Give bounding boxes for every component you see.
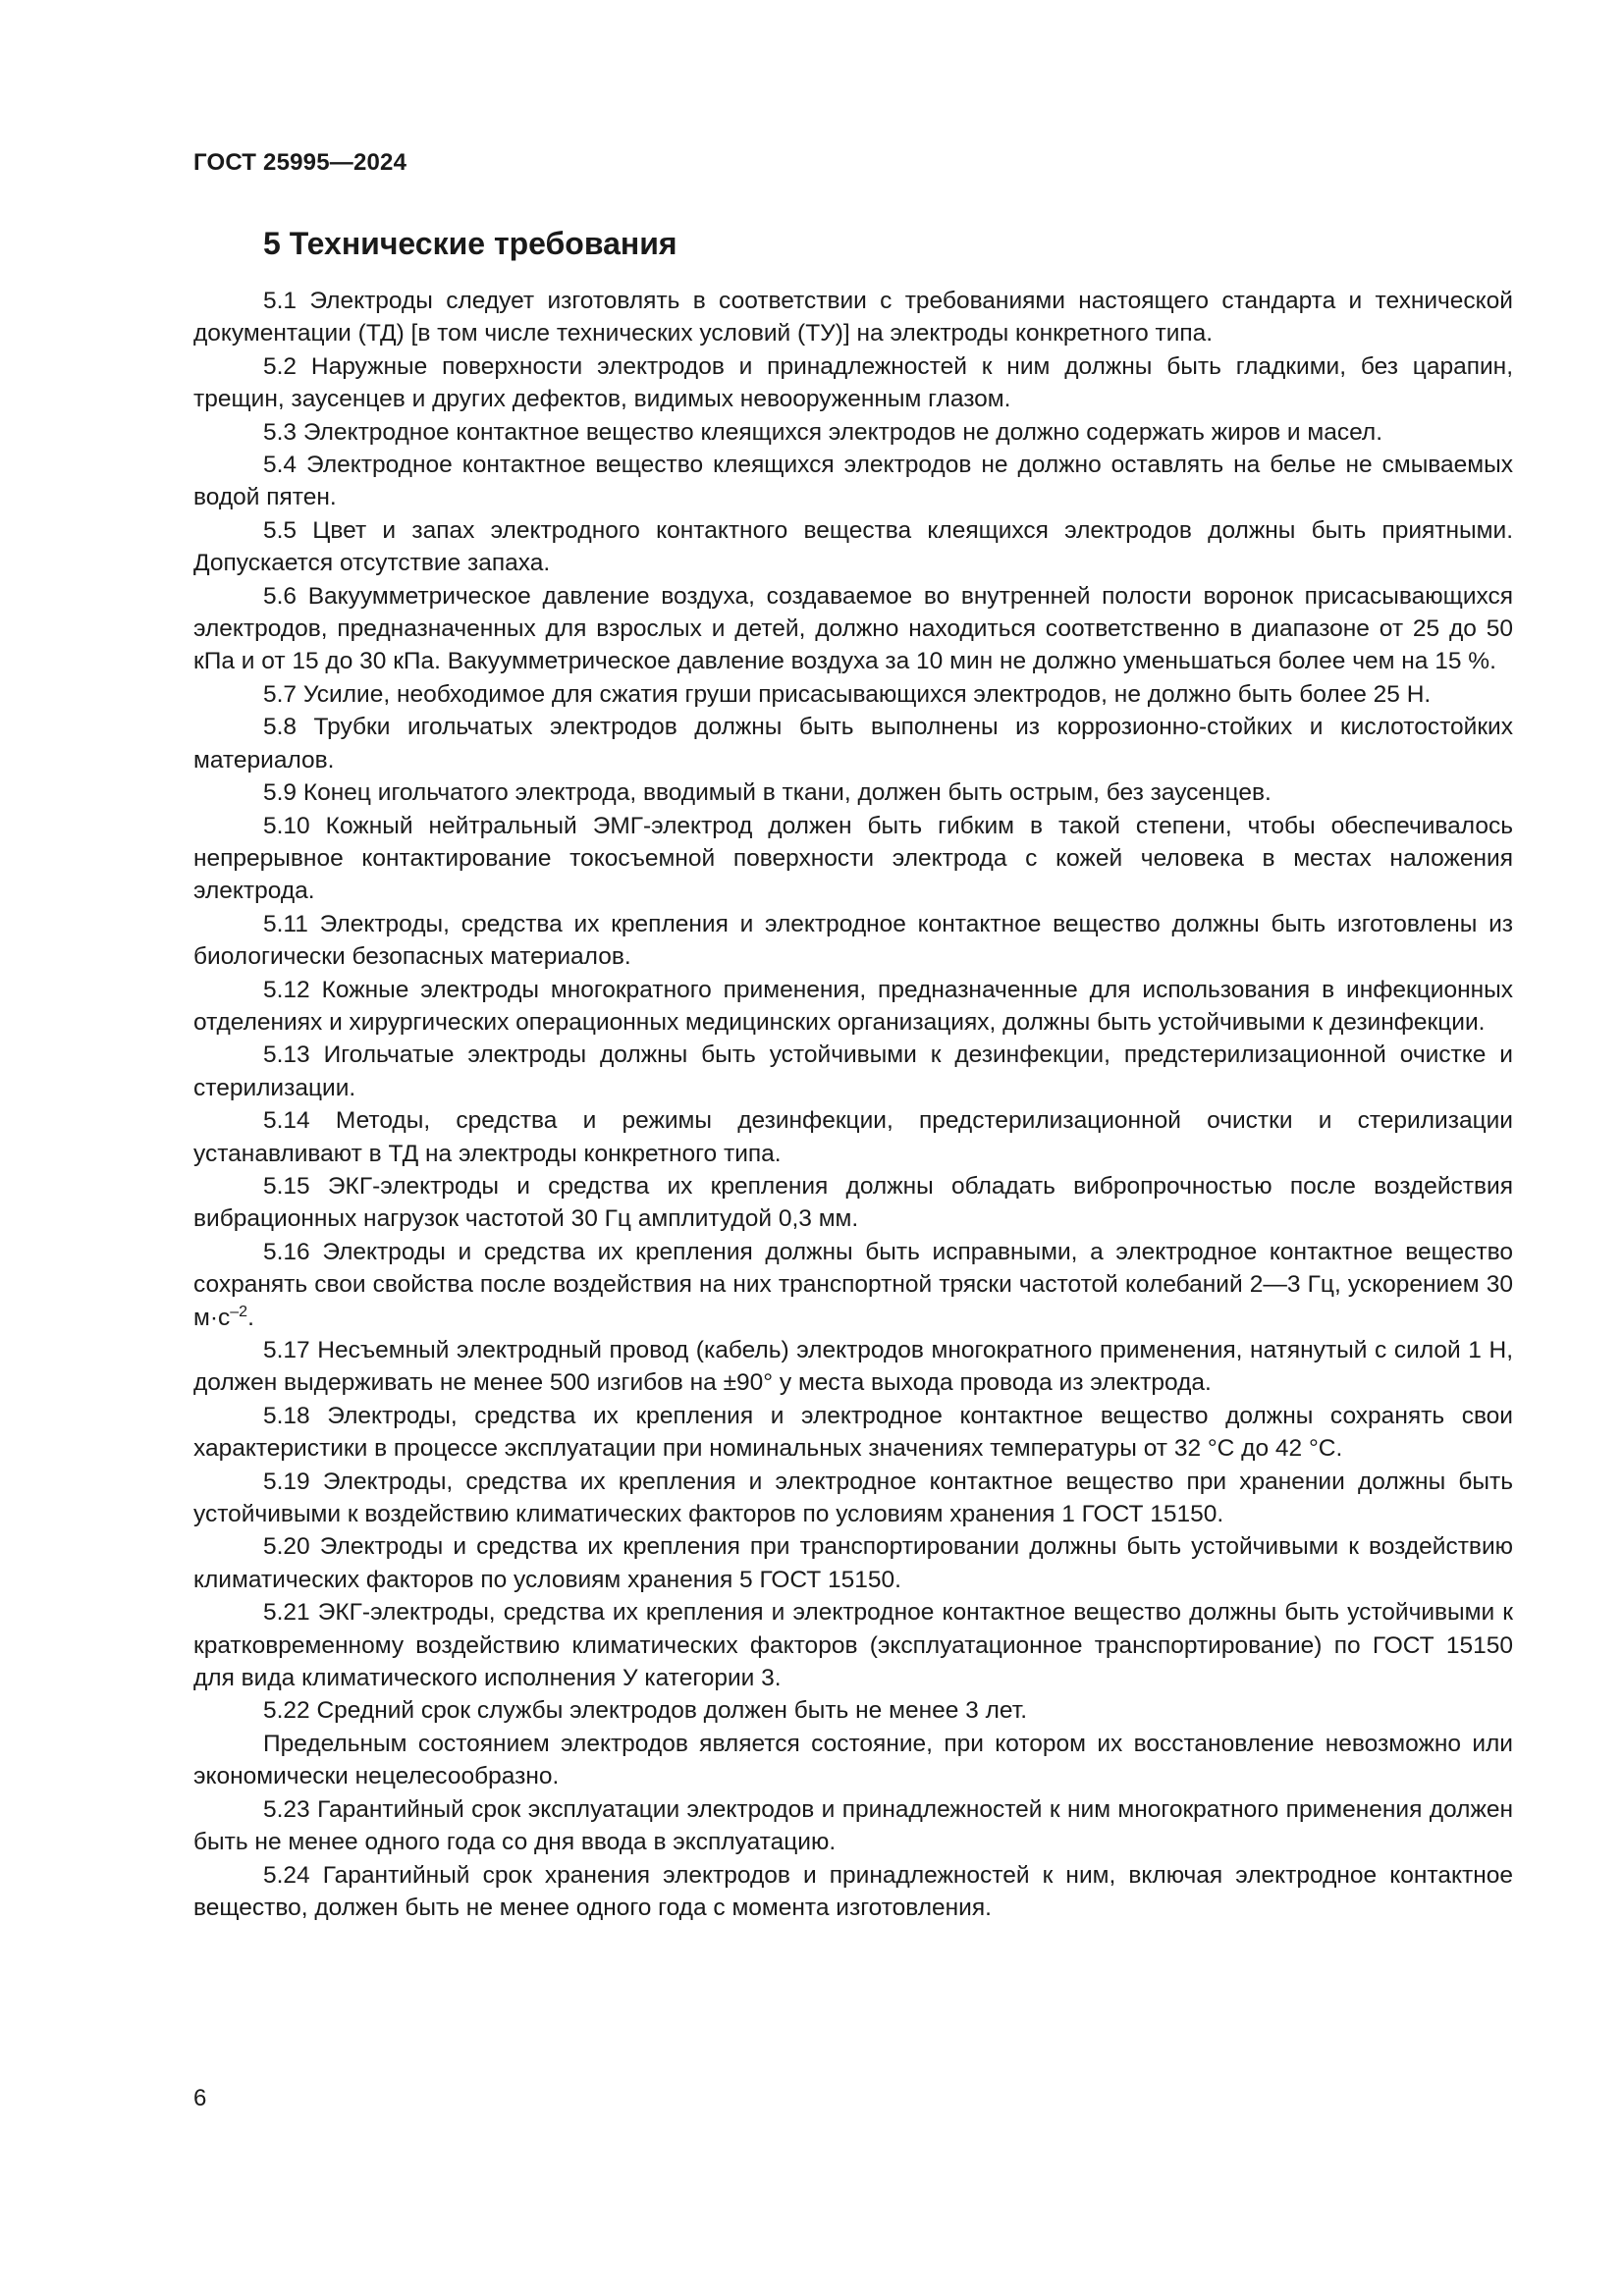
paragraph-5-23: 5.23 Гарантийный срок эксплуатации электродов и принадлежностей к ним многократного применения должен быть не менее одного года со дня ввода в эксплуатацию. xyxy=(193,1795,1513,1856)
paragraph-5-16-text: 5.16 Электроды и средства их крепления должны быть исправными, а электродное контактное вещество сохранять свои свойства после воздействия на них транспортной тряски частотой колебаний 2—3 Гц, ускорением 30 м·с xyxy=(193,1238,1513,1331)
paragraph-5-3: 5.3 Электродное контактное вещество клеящихся электродов не должно содержать жиров и масел. xyxy=(263,418,1383,446)
paragraph-5-14: 5.14 Методы, средства и режимы дезинфекции, предстерилизационной очистки и стерилизации устанавливают в ТД на электроды конкретного типа. xyxy=(193,1107,1513,1167)
paragraph-5-5: 5.5 Цвет и запах электродного контактного вещества клеящихся электродов должны быть приятными. Допускается отсутствие запаха. xyxy=(193,516,1513,577)
section-title: 5 Технические требования xyxy=(263,226,677,261)
paragraph-5-13: 5.13 Игольчатые электроды должны быть устойчивыми к дезинфекции, предстерилизационной очистке и стерилизации. xyxy=(193,1041,1513,1101)
paragraph-5-21: 5.21 ЭКГ-электроды, средства их крепления и электродное контактное вещество должны быть устойчивыми к кратковременному воздействию климатических факторов (эксплуатационное транспортирование) по ГОСТ 15150 для вида климатического исполнения У категории 3. xyxy=(193,1599,1513,1692)
paragraph-5-17: 5.17 Несъемный электродный провод (кабель) электродов многократного применения, натянутый с силой 1 Н, должен выдерживать не менее 500 изгибов на ±90° у места выхода провода из электрода. xyxy=(193,1337,1513,1397)
exponent-superscript: –2 xyxy=(230,1303,248,1320)
paragraph-5-22-limit-state: Предельным состоянием электродов является состояние, при котором их восстановление невозможно или экономически нецелесообразно. xyxy=(193,1730,1513,1790)
paragraph-5-15: 5.15 ЭКГ-электроды и средства их крепления должны обладать вибропрочностью после воздействия вибрационных нагрузок частотой 30 Гц амплитудой 0,3 мм. xyxy=(193,1172,1513,1233)
paragraph-5-16-tail: . xyxy=(247,1304,254,1331)
paragraph-5-19: 5.19 Электроды, средства их крепления и электродное контактное вещество при хранении должны быть устойчивыми к воздействию климатических факторов по условиям хранения 1 ГОСТ 15150. xyxy=(193,1468,1513,1528)
document-code: ГОСТ 25995—2024 xyxy=(193,149,407,176)
paragraph-5-8: 5.8 Трубки игольчатых электродов должны быть выполнены из коррозионно-стойких и кислотостойких материалов. xyxy=(193,714,1513,774)
page-number: 6 xyxy=(193,2085,207,2111)
paragraph-5-7: 5.7 Усилие, необходимое для сжатия груши присасывающихся электродов, не должно быть более 25 Н. xyxy=(263,680,1432,708)
section-body xyxy=(193,285,1513,1924)
paragraph-5-22: 5.22 Средний срок службы электродов должен быть не менее 3 лет. xyxy=(263,1697,1028,1725)
paragraph-5-18: 5.18 Электроды, средства их крепления и электродное контактное вещество должны сохранять свои характеристики в процессе эксплуатации при номинальных значениях температуры от 32 °С до 42 °С. xyxy=(193,1402,1513,1463)
paragraph-5-10: 5.10 Кожный нейтральный ЭМГ-электрод должен быть гибким в такой степени, чтобы обеспечивалось непрерывное контактирование токосъемной поверхности электрода с кожей человека в местах наложения электрода. xyxy=(193,812,1513,905)
paragraph-5-2: 5.2 Наружные поверхности электродов и принадлежностей к ним должны быть гладкими, без царапин, трещин, заусенцев и других дефектов, видимых невооруженным глазом. xyxy=(193,352,1513,413)
paragraph-5-24: 5.24 Гарантийный срок хранения электродов и принадлежностей к ним, включая электродное контактное вещество, должен быть не менее одного года с момента изготовления. xyxy=(193,1861,1513,1921)
paragraph-5-1: 5.1 Электроды следует изготовлять в соответствии с требованиями настоящего стандарта и технической документации (ТД) [в том числе технических условий (ТУ)] на электроды конкретного типа. xyxy=(193,288,1513,347)
paragraph-5-4: 5.4 Электродное контактное вещество клеящихся электродов не должно оставлять на белье не смываемых водой пятен. xyxy=(193,452,1513,511)
paragraph-5-11: 5.11 Электроды, средства их крепления и электродное контактное вещество должны быть изготовлены из биологически безопасных материалов. xyxy=(193,910,1513,971)
paragraph-5-12: 5.12 Кожные электроды многократного применения, предназначенные для использования в инфекционных отделениях и хирургических операционных медицинских организациях, должны быть устойчивыми к дезинфекции. xyxy=(193,976,1513,1036)
paragraph-5-6: 5.6 Вакуумметрическое давление воздуха, создаваемое во внутренней полости воронок присасывающихся электродов, предназначенных для взрослых и детей, должно находиться соответственно в диапазоне от 25 до 50 кПа и от 15 до 30 кПа. Вакуумметрическое давление воздуха за 10 мин не должно уменьшаться более чем на 15 %. xyxy=(193,582,1513,675)
paragraph-5-16 xyxy=(193,1236,1513,1334)
paragraph-5-9: 5.9 Конец игольчатого электрода, вводимый в ткани, должен быть острым, без заусенцев. xyxy=(263,779,1272,807)
paragraph-5-20: 5.20 Электроды и средства их крепления при транспортировании должны быть устойчивыми к воздействию климатических факторов по условиям хранения 5 ГОСТ 15150. xyxy=(193,1533,1513,1593)
